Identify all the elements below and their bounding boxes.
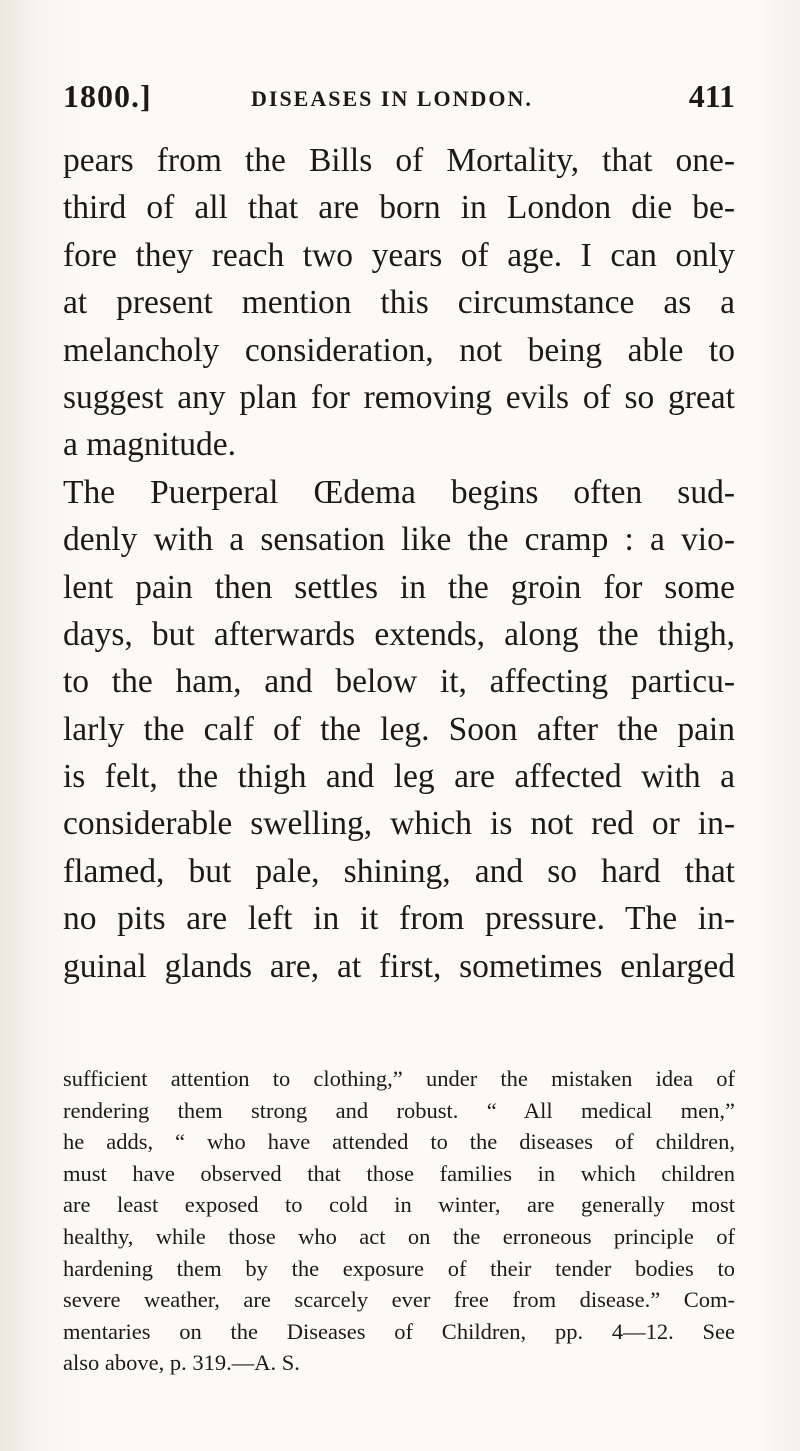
footnote-line: mentaries on the Diseases of Children, pp. 4—12. See [63,1318,735,1344]
running-header [63,78,735,128]
text-line: lent pain then settles in the groin for some [63,568,735,606]
footnote-line: healthy, while those who act on the erroneous principle of [63,1223,735,1249]
text-line: third of all that are born in London die be- [63,189,735,227]
footnote [63,1063,735,1379]
text-line: larly the calf of the leg. Soon after the pain [63,710,735,748]
footnote-line: hardening them by the exposure of their tender bodies to [63,1255,735,1281]
text-line: no pits are left in it from pressure. The in- [63,900,735,938]
text-line: considerable swelling, which is not red or in- [63,805,735,843]
text-line: fore they reach two years of age. I can only [63,236,735,274]
text-line: is felt, the thigh and leg are affected with a [63,758,735,796]
text-line: flamed, but pale, shining, and so hard that [63,852,735,890]
footnote-line: severe weather, are scarcely ever free from disease.” Com- [63,1287,735,1313]
text-line: denly with a sensation like the cramp : a vio- [63,521,735,559]
footnote-line: he adds, “ who have attended to the diseases of children, [63,1129,735,1155]
footnote-line: rendering them strong and robust. “ All medical men,” [63,1097,735,1123]
footnote-line: are least exposed to cold in winter, are generally most [63,1192,735,1218]
text-line: at present mention this circumstance as a [63,284,735,322]
header-year: 1800.] [63,78,152,114]
main-text [63,137,735,990]
text-line: pears from the Bills of Mortality, that one- [63,142,735,179]
footnote-line: must have observed that those families in which children [63,1160,735,1186]
header-title: DISEASES IN LONDON. [251,86,533,111]
text-line: days, but afterwards extends, along the thigh, [63,615,735,653]
footnote-line: also above, p. 319.—A. S. [63,1350,300,1376]
text-line: suggest any plan for removing evils of so great [63,378,735,416]
text-line: to the ham, and below it, affecting particu- [63,663,735,701]
text-line: melancholy consideration, not being able to [63,331,735,369]
text-line: guinal glands are, at first, sometimes enlarged [63,947,735,985]
footnote-line: sufficient attention to clothing,” under the mistaken idea of [63,1066,735,1091]
text-line: a magnitude. [63,426,237,464]
page-number: 411 [688,78,735,114]
text-line: The Puerperal Œdema begins often sud- [63,473,735,511]
